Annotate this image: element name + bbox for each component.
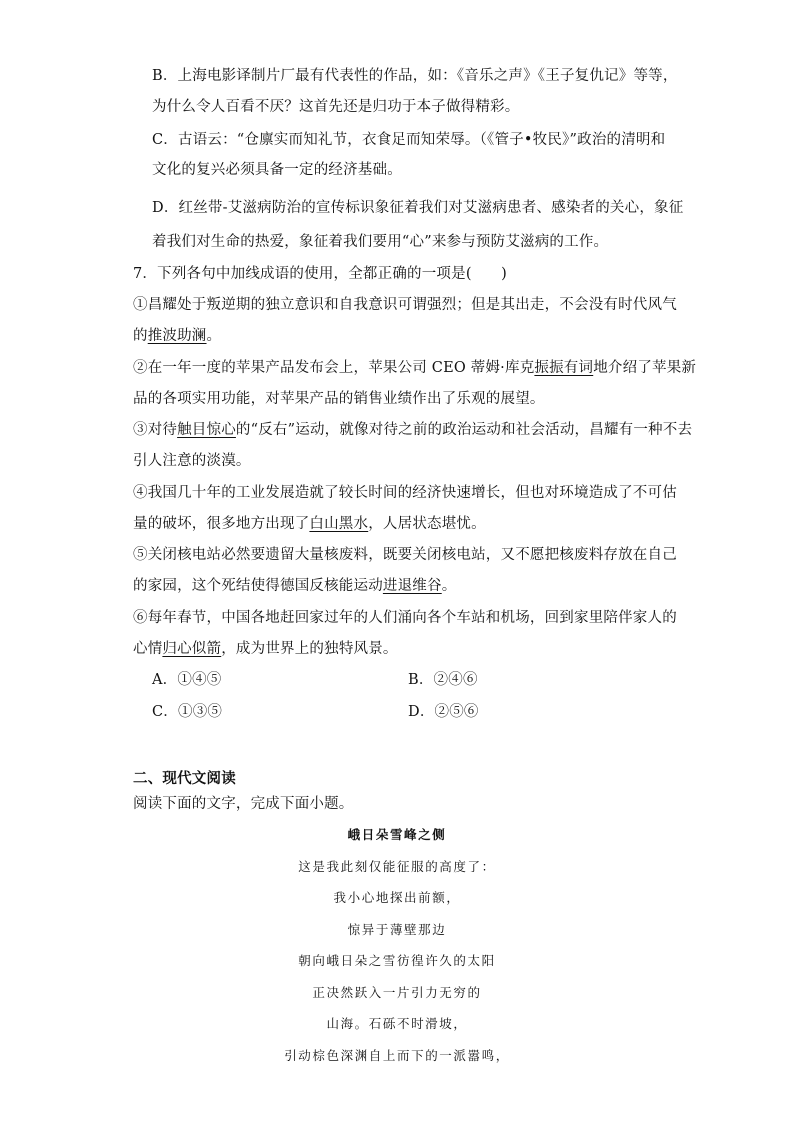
underlined-idiom: 归心似箭 (162, 641, 222, 657)
underlined-idiom: 白山黑水 (309, 516, 369, 532)
poem-line: 引动棕色深渊自上而下的一派嚣鸣， (284, 1048, 510, 1063)
poem-title: 峨日朵雪峰之侧 (347, 827, 447, 842)
poem-line: 正决然跃入一片引力无穷的 (312, 985, 482, 1000)
poem-line: 朝向峨日朵之雪彷徨许久的太阳 (298, 953, 496, 968)
q7-sentence-5-line2: 的家园，这个死结使得德国反核能运动进退维谷。 (133, 578, 457, 594)
q7-sentence-2-line1: ②在一年一度的苹果产品发布会上，苹果公司 CEO 蒂姆·库克振振有词地介绍了苹果新 (133, 360, 697, 376)
q7-option-b: B．②④⑥ (408, 672, 478, 688)
q7-sentence-2-line2: 品的各项实用功能，对苹果产品的销售业绩作出了乐观的展望。 (133, 391, 545, 407)
q7-option-a: A．①④⑤ (152, 672, 222, 688)
poem-line: 山海。石砾不时滑坡， (326, 1016, 468, 1031)
q7-sentence-6-line2: 心情归心似箭，成为世界上的独特风景。 (133, 641, 398, 657)
underlined-idiom: 推波助澜 (147, 328, 207, 344)
q7-sentence-4-line2: 量的破坏，很多地方出现了白山黑水，人居状态堪忧。 (133, 516, 486, 532)
section-instruction: 阅读下面的文字，完成下面小题。 (133, 796, 354, 812)
q7-stem: 7．下列各句中加线成语的使用，全都正确的一项是( ) (133, 266, 507, 282)
poem-line: 惊异于薄壁那边 (347, 922, 447, 937)
q6-option-d-line2: 着我们对生命的热爱，象征着我们要用“心”来参与预防艾滋病的工作。 (152, 234, 609, 250)
q7-sentence-1-line1: ①昌耀处于叛逆期的独立意识和自我意识可谓强烈；但是其出走，不会没有时代风气 (133, 297, 677, 313)
q7-sentence-3-line2: 引人注意的淡漠。 (133, 453, 251, 469)
q7-sentence-4-line1: ④我国几十年的工业发展造就了较长时间的经济快速增长，但也对环境造成了不可估 (133, 485, 677, 501)
underlined-idiom: 振振有词 (534, 360, 594, 376)
section-heading: 二、现代文阅读 (133, 770, 236, 787)
q6-option-c-line1: C．古语云：“仓廪实而知礼节，衣食足而知荣辱。（《管子•牧民》”政治的清明和 (152, 132, 666, 148)
poem-line: 这是我此刻仅能征服的高度了： (298, 859, 496, 874)
q7-option-d: D．②⑤⑥ (408, 704, 479, 720)
q6-option-b-line2: 为什么令人百看不厌？这首先还是归功于本子做得精彩。 (152, 99, 520, 115)
underlined-idiom: 触目惊心 (177, 422, 236, 438)
underlined-idiom: 进退维谷 (382, 578, 442, 594)
q6-option-d-line1: D．红丝带-艾滋病防治的宣传标识象征着我们对艾滋病患者、感染者的关心，象征 (152, 200, 684, 216)
q7-option-c: C．①③⑤ (152, 704, 223, 720)
q7-sentence-6-line1: ⑥每年春节，中国各地赶回家过年的人们涌向各个车站和机场，回到家里陪伴家人的 (133, 610, 677, 626)
q7-sentence-1-line2: 的推波助澜。 (133, 328, 222, 344)
q6-option-c-line2: 文化的复兴必须具备一定的经济基础。 (152, 162, 402, 178)
q7-sentence-3-line1: ③对待触目惊心的“反右”运动，就像对待之前的政治运动和社会活动，昌耀有一种不去 (133, 422, 693, 438)
q7-sentence-5-line1: ⑤关闭核电站必然要遗留大量核废料，既要关闭核电站，又不愿把核废料存放在自己 (133, 547, 677, 563)
q6-option-b-line1: B．上海电影译制片厂最有代表性的作品，如：《音乐之声》《王子复仇记》等等， (152, 68, 678, 84)
poem-line: 我小心地探出前额， (333, 890, 461, 905)
